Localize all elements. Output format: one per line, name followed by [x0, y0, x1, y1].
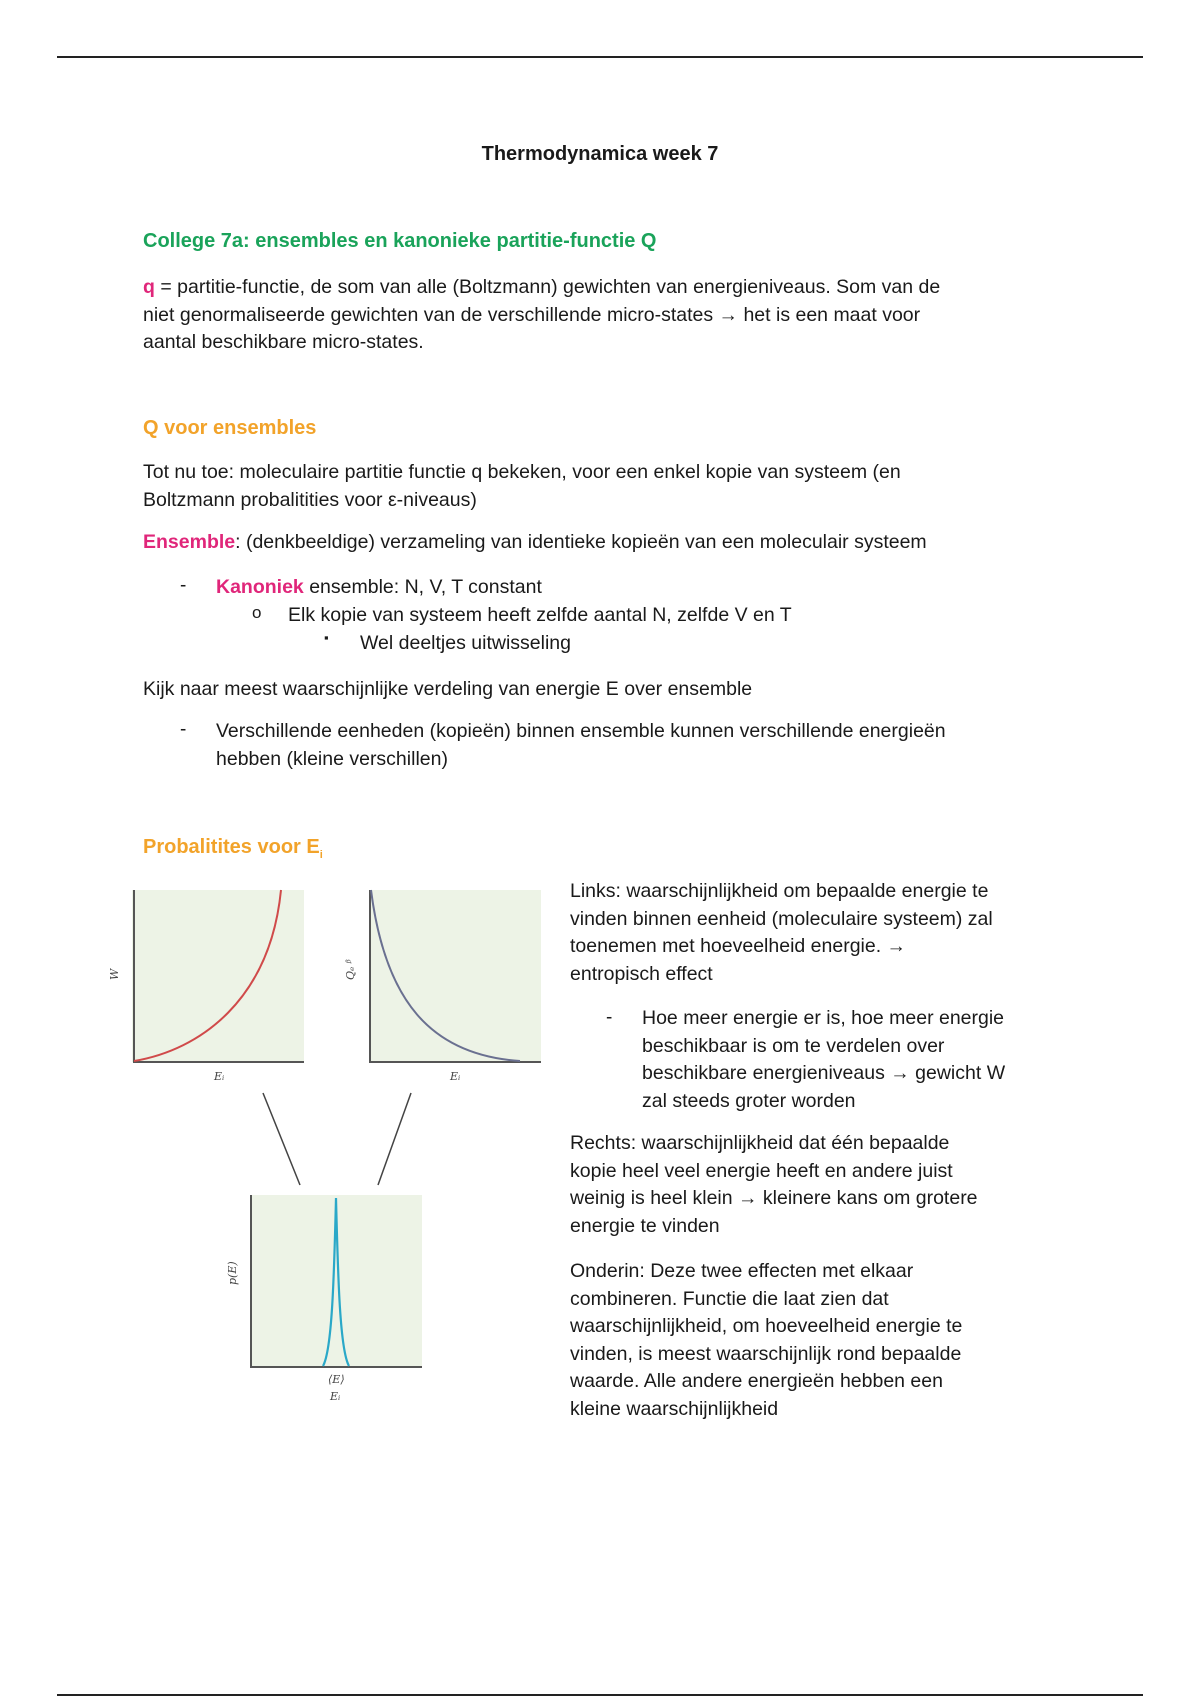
document-title: Thermodynamica week 7: [481, 143, 719, 165]
bullet1: [216, 574, 542, 602]
ensemble-label: Ensemble: [143, 531, 236, 553]
rechts-paragraph: [570, 1130, 1090, 1240]
section2-intro: [143, 459, 1103, 514]
q-label: q: [143, 276, 155, 298]
section2-intro-line2: Boltzmann probalitities voor ε-niveaus): [143, 488, 477, 511]
bottom-xlabel-mean: ⟨E⟩: [328, 1373, 345, 1386]
onder-line5: waarde. Alle andere energieën hebben een: [570, 1370, 943, 1392]
section1-heading: College 7a: ensembles en kanonieke partitie-functie Q: [143, 230, 657, 252]
left-arrow: [263, 1093, 300, 1185]
bottom-xlabel: Eᵢ: [330, 1390, 341, 1403]
section1-line1: [143, 274, 1103, 302]
section3-bullet-line4: zal steeds groter worden: [642, 1089, 856, 1112]
bottom-ylabel: p(E): [226, 1261, 239, 1285]
section3-bullet-marker: -: [606, 1007, 613, 1028]
top-rule: [57, 56, 1143, 58]
ensemble-text: : (denkbeeldige) verzameling van identieke kopieën van een moleculair systeem: [235, 531, 927, 553]
bottom-rule: [57, 1694, 1143, 1696]
section2-intro-line1: Tot nu toe: moleculaire partitie functie q bekeken, voor een enkel kopie van systeem (en: [143, 461, 901, 483]
bullet2: Elk kopie van systeem heeft zelfde aantal N, zelfde V en T: [288, 604, 792, 626]
right-arrow: [378, 1093, 411, 1185]
look-text: Kijk naar meest waarschijnlijke verdeling van energie E over ensemble: [143, 678, 753, 700]
right-plot-background: [369, 890, 541, 1062]
onder-line2: combineren. Functie die laat zien dat: [570, 1287, 889, 1310]
left-ylabel: W: [108, 968, 121, 980]
links-line1: Links: waarschijnlijkheid om bepaalde energie te: [570, 880, 989, 902]
links-line2: vinden binnen eenheid (moleculaire systeem) zal: [570, 907, 993, 930]
bullet1-marker: -: [180, 575, 187, 596]
section3-bullet-line2: beschikbaar is om te verdelen over: [642, 1034, 945, 1057]
onder-line6: kleine waarschijnlijkheid: [570, 1397, 779, 1420]
links-line4: entropisch effect: [570, 962, 713, 985]
left-xlabel: Eᵢ: [214, 1070, 225, 1083]
section3-bullet-line1: Hoe meer energie er is, hoe meer energie: [642, 1007, 1005, 1029]
bullet2-marker: o: [252, 603, 262, 622]
onder-line4: vinden, is meest waarschijnlijk rond bepaalde: [570, 1342, 962, 1365]
bullet4-line1: Verschillende eenheden (kopieën) binnen ensemble kunnen verschillende energieën: [216, 720, 946, 742]
rechts-line1: Rechts: waarschijnlijkheid dat één bepaalde: [570, 1132, 950, 1154]
onderin-paragraph: [570, 1258, 1090, 1423]
section1-paragraph: [143, 274, 1103, 357]
right-ylabel: Qₑ ᵝ: [344, 959, 357, 980]
right-xlabel: Eᵢ: [450, 1070, 461, 1083]
onder-line3: waarschijnlijkheid, om hoeveelheid energie te: [570, 1315, 963, 1337]
bullet3-marker: ▪: [324, 630, 329, 645]
rechts-line4: energie te vinden: [570, 1214, 720, 1237]
section2-heading: Q voor ensembles: [143, 417, 317, 439]
bullet4-marker: -: [180, 719, 187, 740]
section3-heading: [143, 836, 323, 861]
links-paragraph: [570, 878, 1090, 988]
bullet4-line2: hebben (kleine verschillen): [216, 747, 448, 770]
bullet4: [216, 718, 1096, 773]
onder-line1: Onderin: Deze twee effecten met elkaar: [570, 1260, 914, 1282]
kanoniek-label: Kanoniek: [216, 576, 304, 598]
bullet3: Wel deeltjes uitwisseling: [360, 632, 571, 654]
ensemble-definition: [143, 529, 1103, 557]
section3-heading-text: Probalitites voor E: [143, 836, 320, 858]
q-definition: = partitie-functie, de som van alle (Boltzmann) gewichten van energieniveaus. Som van de: [154, 276, 941, 298]
section1-line2: niet genormaliseerde gewichten van de verschillende micro-states → het is een maat voor: [143, 303, 921, 326]
energy-probability-figure: [110, 880, 550, 1415]
bullet1-text: ensemble: N, V, T constant: [303, 576, 542, 598]
rechts-line3: weinig is heel klein → kleinere kans om grotere: [570, 1187, 978, 1209]
section1-line3: aantal beschikbare micro-states.: [143, 331, 424, 353]
section3-bullet-line3: beschikbare energieniveaus → gewicht W: [642, 1062, 1006, 1084]
section3-heading-sub: i: [319, 849, 323, 861]
section3-bullet: [642, 1005, 1102, 1115]
rechts-line2: kopie heel veel energie heeft en andere juist: [570, 1159, 953, 1182]
links-line3: toenemen met hoeveelheid energie. →: [570, 935, 907, 957]
